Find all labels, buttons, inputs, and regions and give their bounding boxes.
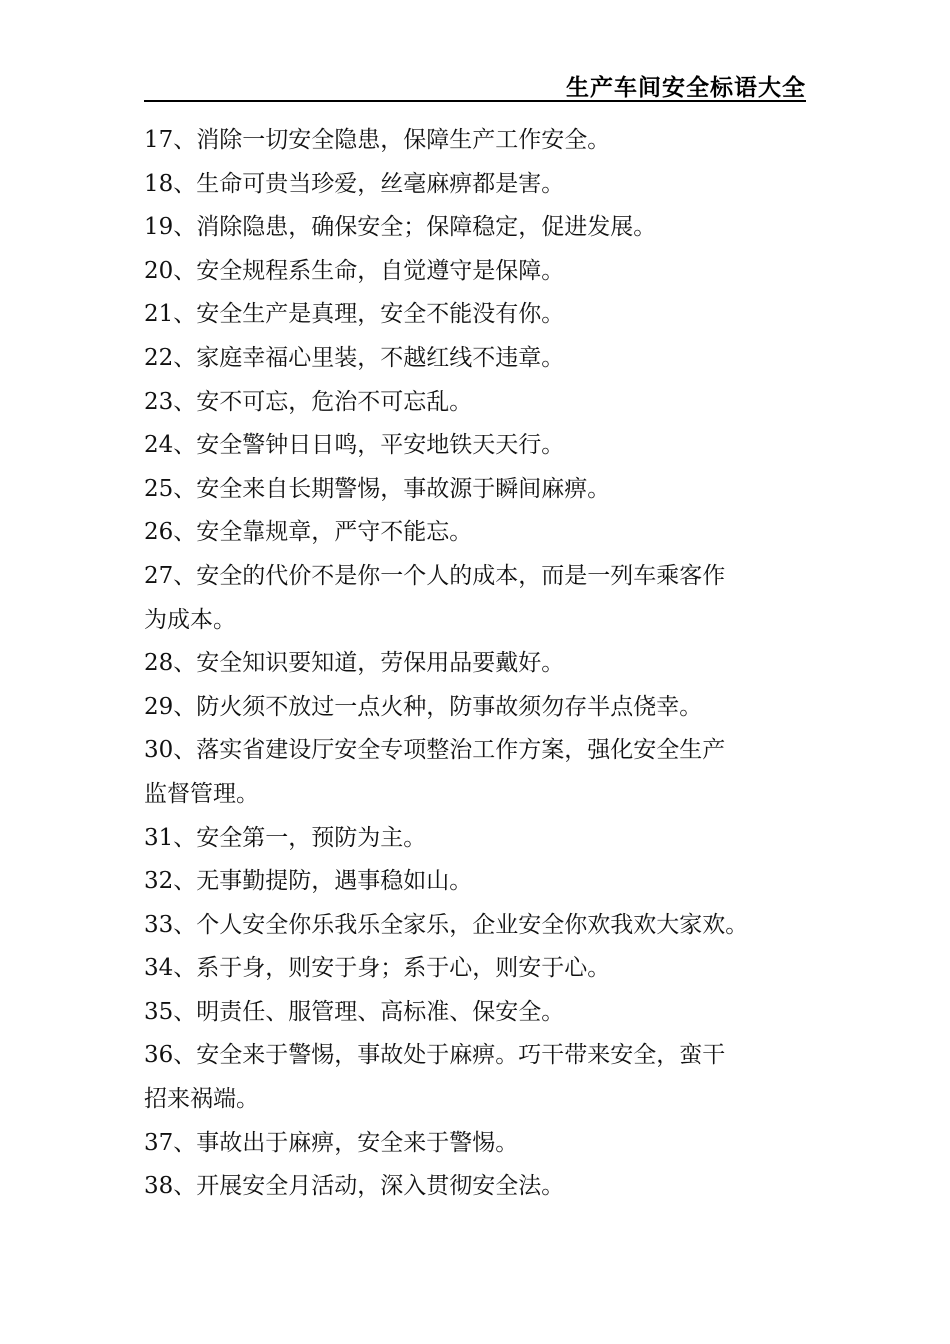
- text-line: 28、安全知识要知道，劳保用品要戴好。: [144, 650, 565, 677]
- text-line: 23、安不可忘，危治不可忘乱。: [144, 388, 473, 415]
- text-line: 37、事故出于麻痹，安全来于警惕。: [144, 1129, 519, 1156]
- text-line: 20、安全规程系生命，自觉遵守是保障。: [144, 257, 565, 284]
- text-line: 26、安全靠规章，严守不能忘。: [144, 519, 473, 546]
- page-header: [144, 66, 806, 102]
- text-line: 为成本。: [144, 606, 236, 633]
- text-line: 30、落实省建设厅安全专项整治工作方案，强化安全生产: [144, 737, 726, 764]
- slogan-list: [144, 119, 814, 1209]
- text-line: 24、安全警钟日日鸣，平安地铁天天行。: [144, 432, 565, 459]
- text-line: 19、消除隐患，确保安全；保障稳定，促进发展。: [144, 214, 657, 241]
- text-line: 25、安全来自长期警惕，事故源于瞬间麻痹。: [144, 475, 611, 502]
- text-line: 35、明责任、服管理、高标准、保安全。: [144, 998, 565, 1025]
- text-line: 17、消除一切安全隐患，保障生产工作安全。: [144, 127, 611, 153]
- text-line: 36、安全来于警惕，事故处于麻痹。巧干带来安全，蛮干: [144, 1042, 726, 1069]
- text-line: 31、安全第一，预防为主。: [144, 824, 427, 851]
- text-line: 27、安全的代价不是你一个人的成本，而是一列车乘客作: [144, 562, 726, 589]
- text-line: 33、个人安全你乐我乐全家乐，企业安全你欢我欢大家欢。: [144, 911, 749, 938]
- text-line: 38、开展安全月活动，深入贯彻安全法。: [144, 1173, 565, 1200]
- text-line: 监督管理。: [144, 780, 259, 807]
- text-line: 21、安全生产是真理，安全不能没有你。: [144, 301, 565, 328]
- header-title: 生产车间安全标语大全: [566, 75, 806, 101]
- text-line: 招来祸端。: [144, 1086, 259, 1113]
- text-line: 18、生命可贵当珍爱，丝毫麻痹都是害。: [144, 170, 565, 197]
- text-line: 32、无事勤提防，遇事稳如山。: [144, 868, 473, 895]
- text-line: 29、防火须不放过一点火种，防事故须勿存半点侥幸。: [144, 693, 703, 720]
- text-line: 34、系于身，则安于身；系于心，则安于心。: [144, 955, 611, 982]
- text-line: 22、家庭幸福心里装，不越红线不违章。: [144, 344, 565, 371]
